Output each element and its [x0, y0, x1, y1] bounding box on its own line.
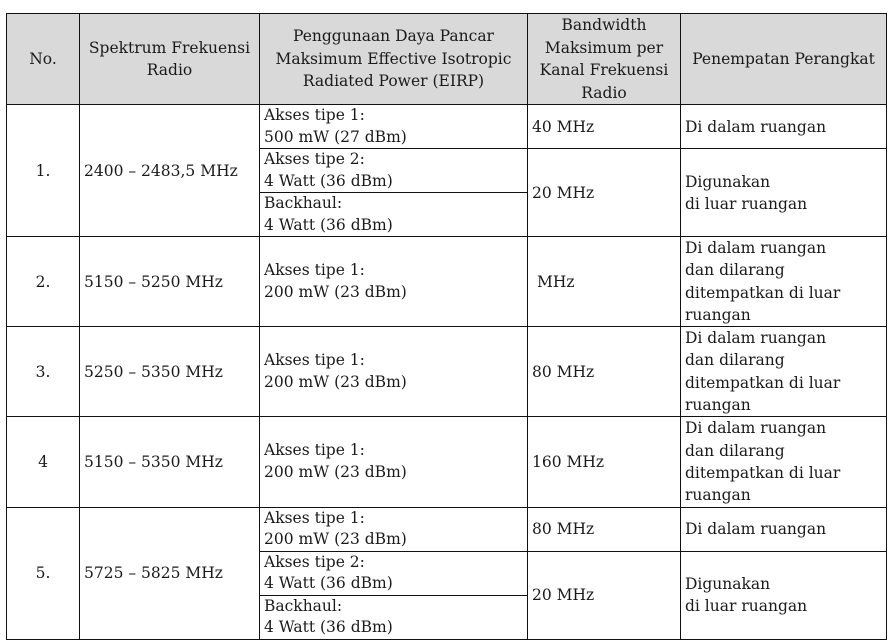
- spectrum-cell: 5250 – 5350 MHz: [80, 327, 260, 417]
- table-row: [7, 237, 887, 327]
- table-row: [7, 105, 887, 149]
- bandwidth-cell: [528, 237, 681, 327]
- power-cell: [260, 507, 528, 551]
- power-type: Backhaul:: [264, 596, 343, 615]
- placement-cell: [681, 417, 887, 507]
- power-value: 500 mW (27 dBm): [264, 127, 407, 146]
- power-type: Akses tipe 1:: [264, 106, 365, 124]
- header-placement: Penempatan Perangkat: [681, 14, 887, 105]
- bandwidth-cell: 80 MHz: [528, 327, 681, 417]
- placement-cell: [681, 237, 887, 327]
- power-cell: [260, 105, 528, 149]
- placement-cell: [681, 327, 887, 417]
- row-number: 2.: [7, 237, 80, 327]
- placement-cell: Di dalam ruangan: [681, 507, 887, 551]
- placement-line: ditempatkan di luar: [685, 463, 841, 482]
- table-row: [7, 507, 887, 551]
- power-value: 200 mW (23 dBm): [264, 462, 407, 481]
- bandwidth-cell: 20 MHz: [528, 551, 681, 639]
- bandwidth-cell: 20 MHz: [528, 149, 681, 237]
- header-bandwidth: Bandwidth Maksimum per Kanal Frekuensi Radio: [528, 14, 681, 105]
- table-row: [7, 327, 887, 417]
- placement-line: ditempatkan di luar: [685, 373, 841, 392]
- bandwidth-cell: 80 MHz: [528, 507, 681, 551]
- placement-line: Digunakan: [685, 575, 771, 594]
- power-type: Akses tipe 1:: [264, 441, 365, 460]
- power-value: 4 Watt (36 dBm): [264, 215, 393, 234]
- placement-line: di luar ruangan: [685, 194, 808, 213]
- table-header-row: [7, 14, 887, 105]
- power-value: 4 Watt (36 dBm): [264, 574, 393, 593]
- row-number: 1.: [7, 105, 80, 237]
- placement-cell: [681, 551, 887, 639]
- power-value: 200 mW (23 dBm): [264, 530, 407, 549]
- power-cell: [260, 417, 528, 507]
- header-spectrum: Spektrum Frekuensi Radio: [80, 14, 260, 105]
- spectrum-cell: 5150 – 5350 MHz: [80, 417, 260, 507]
- placement-line: Digunakan: [685, 172, 771, 191]
- placement-line: dan dilarang: [685, 441, 785, 460]
- placement-line: ruangan: [685, 396, 751, 415]
- frequency-spectrum-table: [6, 13, 887, 640]
- power-value: 200 mW (23 dBm): [264, 372, 407, 391]
- placement-cell: Di dalam ruangan: [681, 105, 887, 149]
- power-cell: [260, 327, 528, 417]
- placement-line: ditempatkan di luar: [685, 283, 841, 302]
- placement-line: dan dilarang: [685, 261, 785, 280]
- placement-line: Di dalam ruangan: [685, 419, 827, 438]
- placement-line: ruangan: [685, 486, 751, 505]
- placement-cell: [681, 149, 887, 237]
- power-cell: [260, 595, 528, 639]
- bandwidth-cell: 40 MHz: [528, 105, 681, 149]
- power-value: 4 Watt (36 dBm): [264, 618, 393, 637]
- power-type: Akses tipe 2:: [264, 552, 365, 571]
- power-type: Akses tipe 1:: [264, 261, 365, 280]
- spectrum-cell: 5150 – 5250 MHz: [80, 237, 260, 327]
- row-number: 5.: [7, 507, 80, 639]
- row-number: 4: [7, 417, 80, 507]
- spectrum-cell: 5725 – 5825 MHz: [80, 507, 260, 639]
- power-cell: [260, 551, 528, 595]
- power-value: 4 Watt (36 dBm): [264, 171, 393, 190]
- placement-line: Di dalam ruangan: [685, 239, 827, 257]
- spectrum-cell: 2400 – 2483,5 MHz: [80, 105, 260, 237]
- power-type: Akses tipe 1:: [264, 508, 365, 527]
- bandwidth-value: MHz: [537, 272, 575, 291]
- placement-line: ruangan: [685, 305, 751, 324]
- power-cell: [260, 237, 528, 327]
- power-cell: [260, 149, 528, 193]
- placement-line: di luar ruangan: [685, 597, 808, 616]
- header-no: No.: [7, 14, 80, 105]
- power-value: 200 mW (23 dBm): [264, 282, 407, 301]
- placement-line: dan dilarang: [685, 351, 785, 370]
- power-type: Backhaul:: [264, 194, 343, 212]
- header-power: Penggunaan Daya Pancar Maksimum Effective Isotropic Radiated Power (EIRP): [260, 14, 528, 105]
- placement-line: Di dalam ruangan: [685, 329, 827, 348]
- table-row: [7, 417, 887, 507]
- power-cell: [260, 193, 528, 237]
- power-type: Akses tipe 2:: [264, 150, 365, 168]
- row-number: 3.: [7, 327, 80, 417]
- power-type: Akses tipe 1:: [264, 351, 365, 370]
- bandwidth-cell: 160 MHz: [528, 417, 681, 507]
